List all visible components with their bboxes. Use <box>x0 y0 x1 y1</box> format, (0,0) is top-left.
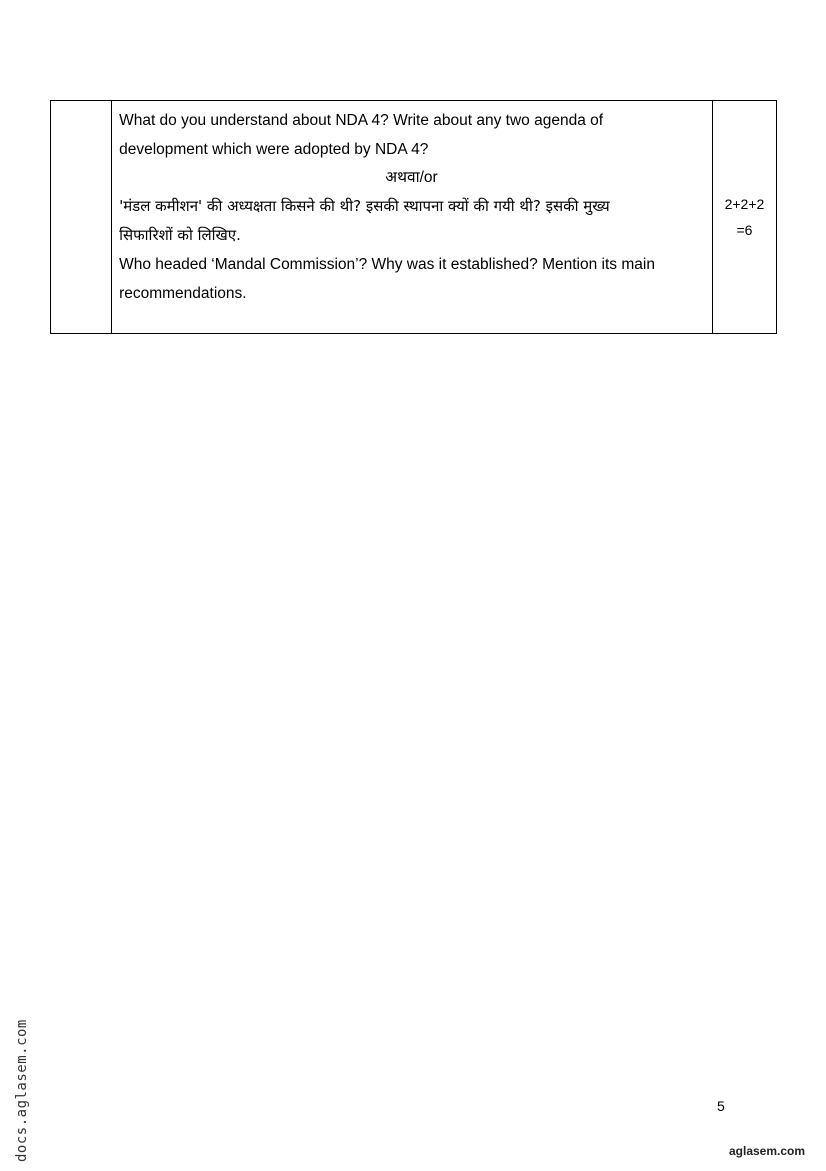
side-watermark: docs.aglasem.com <box>14 1019 30 1162</box>
question-english-alt-line-1: Who headed ‘Mandal Commission’? Why was it established? Mention its main <box>119 256 655 273</box>
question-english-alt-line-2: recommendations. <box>119 285 247 302</box>
or-separator: अथवा/or <box>385 169 438 186</box>
marks-breakdown: 2+2+2 <box>724 196 765 212</box>
question-text-cell <box>112 101 713 334</box>
question-row <box>51 101 777 334</box>
question-english-line-1: What do you understand about NDA 4? Write about any two agenda of <box>119 112 604 129</box>
brand-watermark: aglasem.com <box>729 1144 806 1158</box>
question-number-cell <box>51 101 112 334</box>
question-table <box>50 100 777 334</box>
question-hindi-line-2: सिफारिशों को लिखिए. <box>119 226 241 244</box>
page-number: 5 <box>717 1098 725 1114</box>
question-english-line-2: development which were adopted by NDA 4? <box>119 141 429 158</box>
marks-total: =6 <box>736 222 753 238</box>
marks-cell <box>712 101 776 334</box>
question-hindi-line-1: 'मंडल कमीशन' की अध्यक्षता किसने की थी? इसकी स्थापना क्यों की गयी थी? इसकी मुख्य <box>119 197 610 215</box>
